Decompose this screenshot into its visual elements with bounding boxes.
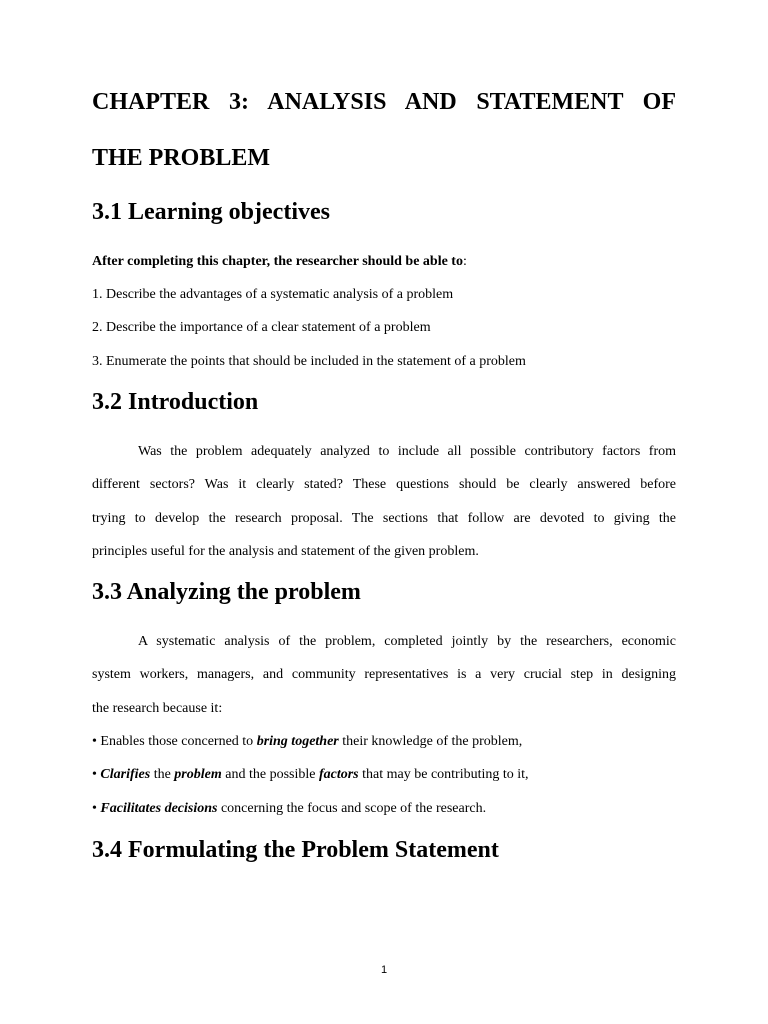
bullet-2-emphasis-2: problem xyxy=(174,767,222,782)
intro-paragraph-line-1: Was the problem adequately analyzed to include all possible contributory factors from xyxy=(138,444,676,459)
objective-item-1: 1. Describe the advantages of a systematic analysis of a problem xyxy=(92,287,454,302)
bullet-item-3 xyxy=(92,801,486,817)
bullet-2-emphasis-3: factors xyxy=(318,767,359,782)
bullet-2-mid-1: the xyxy=(150,767,175,782)
bullet-2-marker: • xyxy=(92,767,101,782)
section-heading-3-1: 3.1 Learning objectives xyxy=(92,199,330,225)
analysis-paragraph-line-2: system workers, managers, and community representatives is a very crucial step in designing xyxy=(92,667,676,682)
intro-paragraph-line-3: trying to develop the research proposal. The sections that follow are devoted to giving the xyxy=(92,511,676,526)
page-number: 1 xyxy=(380,964,388,976)
bullet-3-marker: • xyxy=(92,801,101,816)
section-heading-3-2: 3.2 Introduction xyxy=(92,389,259,415)
bullet-2-post: that may be contributing to it, xyxy=(358,767,529,782)
bullet-3-post: concerning the focus and scope of the research. xyxy=(217,801,487,816)
intro-paragraph-line-2: different sectors? Was it clearly stated? These questions should be clearly answered before xyxy=(92,477,676,492)
objective-item-2: 2. Describe the importance of a clear statement of a problem xyxy=(92,320,431,335)
bullet-1-post: their knowledge of the problem, xyxy=(338,734,523,749)
objective-item-3: 3. Enumerate the points that should be included in the statement of a problem xyxy=(92,354,526,369)
objectives-intro-bold: After completing this chapter, the researcher should be able to xyxy=(92,254,463,269)
bullet-item-1 xyxy=(92,734,522,750)
analysis-paragraph-line-1: A systematic analysis of the problem, completed jointly by the researchers, economic xyxy=(138,634,676,649)
chapter-title-line-2: THE PROBLEM xyxy=(92,145,271,171)
bullet-2-mid-2: and the possible xyxy=(221,767,319,782)
bullet-1-emphasis: bring together xyxy=(256,734,339,749)
chapter-title-line-1: CHAPTER 3: ANALYSIS AND STATEMENT OF xyxy=(92,89,676,115)
bullet-1-pre: • Enables those concerned to xyxy=(92,734,257,749)
analysis-paragraph-line-3: the research because it: xyxy=(92,701,223,716)
bullet-2-emphasis-1: Clarifies xyxy=(100,767,151,782)
bullet-3-emphasis: Facilitates decisions xyxy=(100,801,218,816)
objectives-intro xyxy=(92,254,467,270)
objectives-intro-colon: : xyxy=(462,254,467,269)
section-heading-3-3: 3.3 Analyzing the problem xyxy=(92,579,361,605)
section-heading-3-4: 3.4 Formulating the Problem Statement xyxy=(92,837,499,863)
bullet-item-2 xyxy=(92,767,529,783)
intro-paragraph-line-4: principles useful for the analysis and statement of the given problem. xyxy=(92,544,479,559)
